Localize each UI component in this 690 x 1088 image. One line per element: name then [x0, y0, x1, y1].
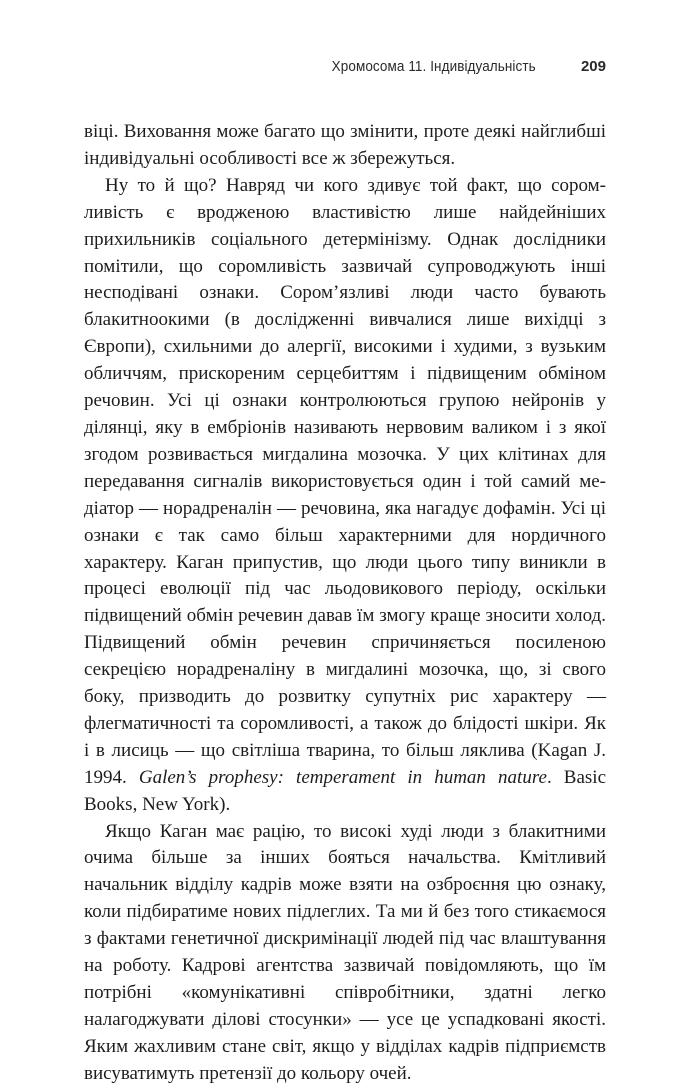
running-header: [84, 58, 606, 82]
body-text: [84, 119, 606, 1088]
page-number: 209: [580, 58, 606, 75]
citation-book-title: Galen’s prophesy: temperament in human nature: [138, 766, 547, 788]
paragraph-2-text: Ну то й що? Навряд чи кого здивує той факт, що соромливість є вродженою властивістю лише найдейніших прихильників соціального детермінізму. Однак дослідники помітили, що соромливість зазвичай супроводжують інші несподівані ознаки. Сором’язливі люди часто бувають блакитноокими (в дослідженні вивчалися лише вихідці з Європи), схильними до алергії, високими і худими, з вузьким обличчям, прискореним серцебиттям і підвищеним обміном речовин. Усі ці ознаки контролюються групою нейронів у ділянці, яку в ембріонів називають нервовим валиком і з якої згодом розвивається мигдалина мозочка. У цих клітинах для передавання сигналів використовується один і той самий медіатор — норадреналін — речовина, яка нагадує дофамін. Усі ці ознаки є так само більш характерними для нордичного характеру. Каган припустив, що люди цього типу виникли в процесі еволюції під час льодовикового періоду, оскільки підвищений обмін речевин давав їм змогу краще зносити холод. Підвищений обмін речевин спричиняється посиленою секрецією норадреналіну в мигдалині мозочка, що, зі свого боку, призводить до розвитку супутніх рис характеру — флегматичності та соромливості, а також до блідості шкіри. Як і в лисиць — що світліша тварина, то більш ляклива (Kagan J. 1994.: [84, 174, 606, 788]
paragraph-1: віці. Виховання може багато що змінити, проте деякі найглибші індивідуальні особливості все ж збережуться.: [84, 121, 606, 169]
paragraph-3: Якщо Каган має рацію, то високі худі люди з блакитними очима більше за інших бояться начальства. Кмітливий начальник відділу кадрів може взяти на озброєння цю ознаку, коли підбиратиме нових підлеглих. Та ми й без того стикаємося з фактами генетичної дискримінації людей під час влаштування на роботу. Кадрові агентства зазвичай повідомляють, що їм потрібні «комунікативні співробітники, здатні легко налагоджувати ділові стосунки» — усе це успадковані якості. Яким жахливим стане світ, якщо у відділах кадрів підприємств висуватимуть претензії до кольору очей.: [84, 820, 606, 1084]
paragraph-2: [84, 173, 606, 819]
citation-publisher: . Basic Books, New York).: [84, 766, 606, 815]
chapter-running-title: Хромосома 11. Індивідуальність: [331, 58, 536, 75]
